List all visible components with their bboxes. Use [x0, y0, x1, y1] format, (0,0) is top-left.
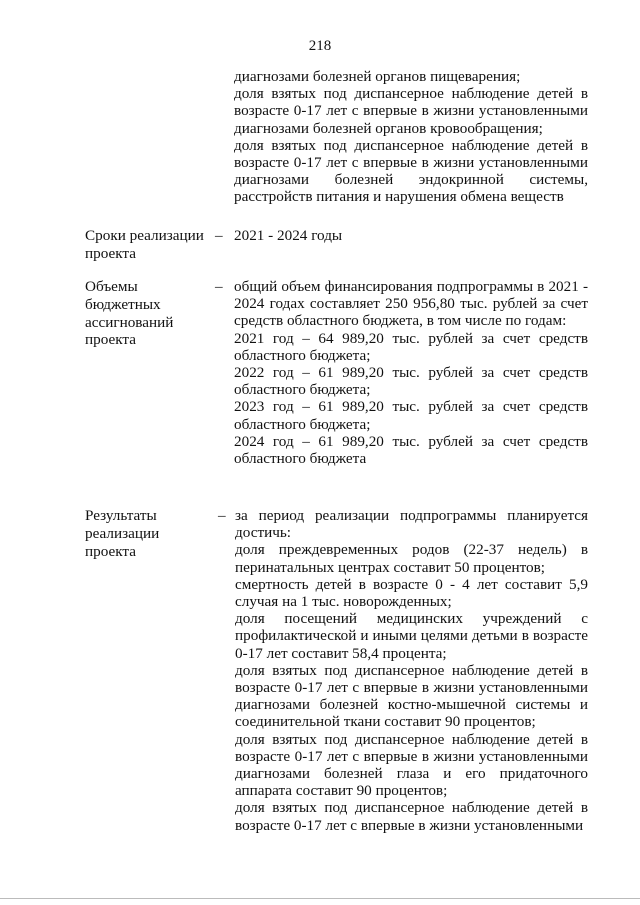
- budget-content: [234, 278, 588, 467]
- period-label-line: проекта: [85, 244, 136, 262]
- intro-paragraph: доля взятых под диспансерное наблюдение детей в возрасте 0-17 лет с впервые в жизни установленными диагнозами болезней эндокринной системы, расстройств питания и нарушения обмена веществ: [234, 136, 588, 206]
- results-label: [85, 507, 215, 560]
- period-value-text: 2021 - 2024 годы: [234, 227, 343, 244]
- budget-label-line: ассигнований: [85, 313, 174, 331]
- results-paragraph: за период реализации подпрограммы планируется достичь:: [235, 507, 588, 542]
- budget-label-line: проекта: [85, 331, 136, 349]
- period-dash: –: [215, 227, 223, 244]
- budget-label-line: Объемы: [85, 278, 138, 295]
- period-label: [85, 227, 215, 263]
- budget-dash: –: [215, 278, 223, 295]
- budget-paragraph: 2024 год – 61 989,20 тыс. рублей за счет средств областного бюджета: [234, 432, 588, 468]
- results-paragraph: доля взятых под диспансерное наблюдение детей в возрасте 0-17 лет с впервые в жизни установленными: [235, 799, 588, 834]
- budget-label: [85, 278, 215, 349]
- results-paragraph: доля взятых под диспансерное наблюдение детей в возрасте 0-17 лет с впервые в жизни установленными диагнозами болезней костно-мышечной системы и соединительной ткани составит 90 процентов;: [235, 661, 588, 731]
- results-paragraph: доля взятых под диспансерное наблюдение детей в возрасте 0-17 лет с впервые в жизни установленными диагнозами болезней глаза и его придаточного аппарата составит 90 процентов;: [235, 730, 588, 800]
- intro-continuation: [234, 68, 588, 206]
- period-value: [234, 227, 588, 244]
- results-content: [235, 507, 588, 834]
- results-paragraph: доля преждевременных родов (22-37 недель) в перинатальных центрах составит 50 процентов;: [235, 541, 588, 576]
- results-label-line: проекта: [85, 542, 136, 560]
- results-label-line: реализации: [85, 524, 160, 542]
- scan-edge-line: [0, 898, 640, 899]
- results-paragraph: доля посещений медицинских учреждений с профилактической и иными целями детьми в возрасте 0-17 лет составит 58,4 процента;: [235, 610, 588, 662]
- period-label-line: Сроки реализации: [85, 227, 204, 244]
- results-dash: –: [218, 507, 226, 524]
- results-label-line: Результаты: [85, 507, 157, 524]
- budget-paragraph: общий объем финансирования подпрограммы в 2021 - 2024 годах составляет 250 956,80 тыс. рублей за счет средств областного бюджета, в том числе по годам:: [234, 278, 588, 330]
- page-number: 218: [308, 38, 332, 54]
- intro-paragraph: доля взятых под диспансерное наблюдение детей в возрасте 0-17 лет с впервые в жизни установленными диагнозами болезней органов кровообращения;: [234, 85, 588, 137]
- intro-paragraph: диагнозами болезней органов пищеварения;: [234, 68, 521, 85]
- results-paragraph: смертность детей в возрасте 0 - 4 лет составит 5,9 случая на 1 тыс. новорожденных;: [235, 575, 588, 611]
- budget-paragraph: 2021 год – 64 989,20 тыс. рублей за счет средств областного бюджета;: [234, 329, 588, 364]
- budget-paragraph: 2022 год – 61 989,20 тыс. рублей за счет средств областного бюджета;: [234, 364, 588, 399]
- budget-label-line: бюджетных: [85, 295, 161, 313]
- budget-paragraph: 2023 год – 61 989,20 тыс. рублей за счет средств областного бюджета;: [234, 398, 588, 433]
